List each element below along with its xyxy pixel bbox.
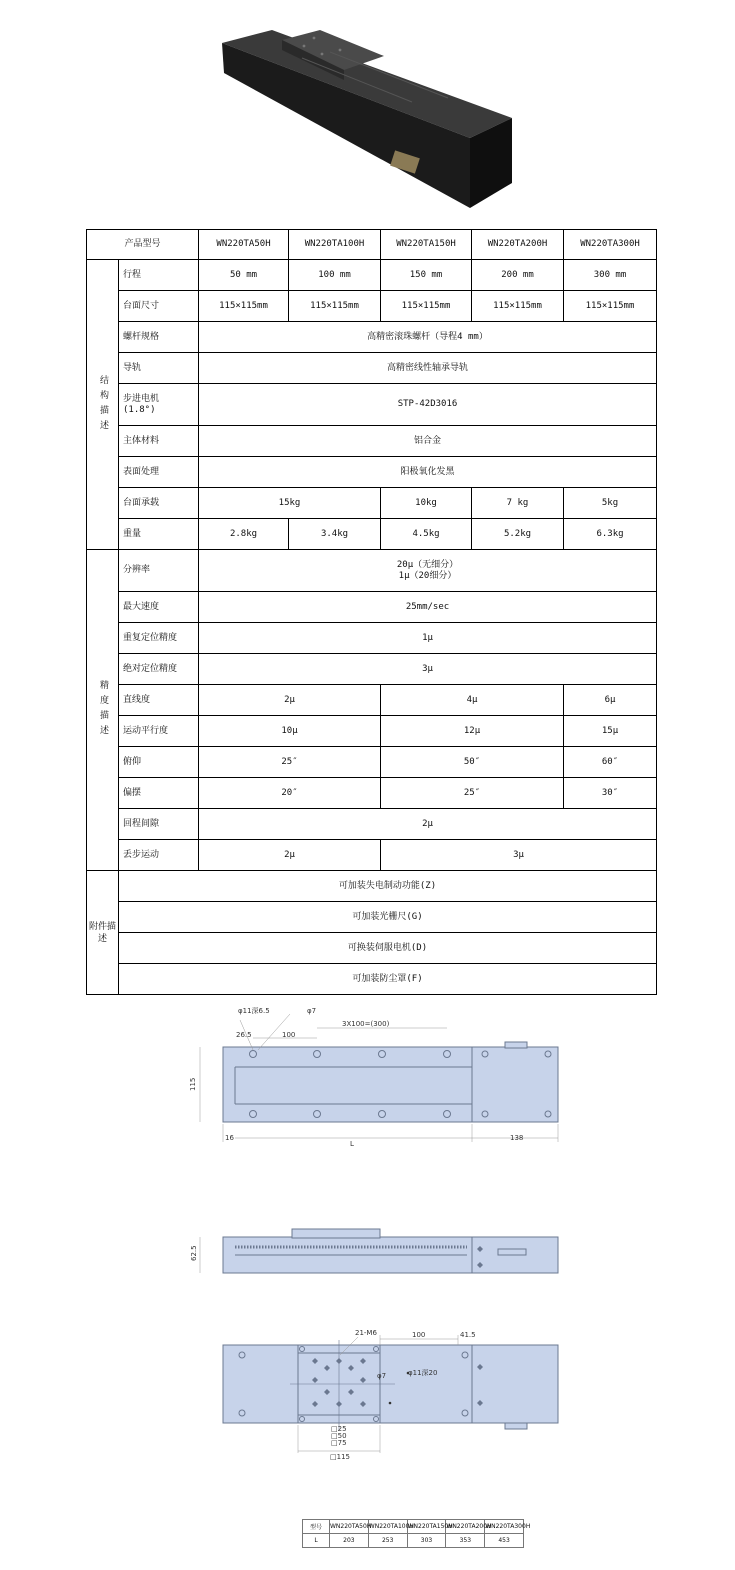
value-cell: 300 mm <box>564 260 657 291</box>
value-cell: 203 <box>330 1534 369 1548</box>
dim-label: 100 <box>282 1031 296 1039</box>
dim-label: 16 <box>225 1134 234 1142</box>
row-label: 表面处理 <box>119 457 199 488</box>
row-label: 重量 <box>119 519 199 550</box>
body-outline <box>223 1047 472 1122</box>
bottom-view-drawing <box>180 1325 580 1465</box>
row-label: 分辨率 <box>119 550 199 592</box>
value-cell: 25mm/sec <box>199 592 657 623</box>
table-row <box>87 291 657 322</box>
value-cell: 25″ <box>199 747 381 778</box>
table-row <box>87 840 657 871</box>
row-label: 台面承载 <box>119 488 199 519</box>
value-cell: STP-42D3016 <box>199 384 657 426</box>
dim-label: 21-M6 <box>355 1329 377 1337</box>
dim-label: □115 <box>330 1453 350 1461</box>
dim-label: 41.5 <box>460 1331 476 1339</box>
value-cell: 2μ <box>199 809 657 840</box>
table-row <box>87 353 657 384</box>
value-cell: 6.3kg <box>564 519 657 550</box>
accessory-cell: 可加装光栅尺(G) <box>119 902 657 933</box>
value-cell: 353 <box>446 1534 485 1548</box>
table-row <box>87 902 657 933</box>
value-cell: 253 <box>368 1534 407 1548</box>
model-cell: WN220TA300H <box>564 230 657 260</box>
value-cell: 150 mm <box>381 260 472 291</box>
motor-label: 步进电机 <box>123 393 160 404</box>
table-row <box>87 964 657 995</box>
accessory-cell: 可换装伺服电机(D) <box>119 933 657 964</box>
spec-table <box>86 229 657 995</box>
value-cell: 20″ <box>199 778 381 809</box>
value-cell: 303 <box>407 1534 446 1548</box>
row-label: 台面尺寸 <box>119 291 199 322</box>
row-label: 主体材料 <box>119 426 199 457</box>
accessory-cell: 可加装失电制动功能(Z) <box>119 871 657 902</box>
value-cell: 4.5kg <box>381 519 472 550</box>
value-cell: 1μ <box>199 623 657 654</box>
value-cell: 200 mm <box>472 260 564 291</box>
table-row <box>87 871 657 902</box>
model-cell: WN220TA200H <box>472 230 564 260</box>
connector-outline <box>505 1042 527 1048</box>
row-label: 偏摆 <box>119 778 199 809</box>
dim-label: □75 <box>331 1439 347 1447</box>
row-label: 回程间隙 <box>119 809 199 840</box>
model-cell: WN220TA150H <box>381 230 472 260</box>
value-cell: 30″ <box>564 778 657 809</box>
table-row <box>87 654 657 685</box>
row-label: 重复定位精度 <box>119 623 199 654</box>
row-label: 最大速度 <box>119 592 199 623</box>
value-cell: 25″ <box>381 778 564 809</box>
screw-hole-icon <box>303 45 306 48</box>
dim-label: φ11深20 <box>408 1369 438 1377</box>
value-cell <box>199 550 657 592</box>
row-label: 螺杆规格 <box>119 322 199 353</box>
table-row <box>87 933 657 964</box>
table-row <box>87 426 657 457</box>
value-cell: 3μ <box>381 840 657 871</box>
value-cell: 115×115mm <box>472 291 564 322</box>
model-cell: WN220TA50H <box>199 230 289 260</box>
screw-hole-icon <box>321 53 324 56</box>
value-cell: 3.4kg <box>289 519 381 550</box>
value-cell: 10μ <box>199 716 381 747</box>
table-row <box>87 384 657 426</box>
table-row <box>87 747 657 778</box>
top-view-drawing <box>180 1000 580 1150</box>
table-row <box>87 260 657 291</box>
header-label: 产品型号 <box>87 230 199 260</box>
row-label: 绝对定位精度 <box>119 654 199 685</box>
value-cell: 10kg <box>381 488 472 519</box>
row-label <box>119 384 199 426</box>
dim-label: 138 <box>510 1134 524 1142</box>
table-row <box>87 322 657 353</box>
value-cell: 115×115mm <box>564 291 657 322</box>
table-row <box>87 623 657 654</box>
value-cell: 阳极氧化发黑 <box>199 457 657 488</box>
table-row <box>87 685 657 716</box>
value-cell: 2.8kg <box>199 519 289 550</box>
value-cell: 115×115mm <box>381 291 472 322</box>
bottom-motor <box>472 1345 558 1423</box>
table-row <box>303 1534 524 1548</box>
screw-hole-icon <box>313 37 316 40</box>
l-dimension-table <box>302 1519 531 1548</box>
value-cell: 100 mm <box>289 260 381 291</box>
product-photo <box>212 18 517 218</box>
value-cell: 2μ <box>199 685 381 716</box>
dim-label: □25 <box>331 1425 347 1433</box>
row-label: 直线度 <box>119 685 199 716</box>
table-row <box>87 716 657 747</box>
table-row <box>87 488 657 519</box>
row-label: 行程 <box>119 260 199 291</box>
group-structure: 结构描述 <box>87 260 119 550</box>
value-cell: 4μ <box>381 685 564 716</box>
table-row <box>303 1520 524 1534</box>
value-cell: 5kg <box>564 488 657 519</box>
table-row <box>87 778 657 809</box>
header-cell: WN220TA100H <box>368 1520 407 1534</box>
value-cell: 50 mm <box>199 260 289 291</box>
header-cell: WN220TA200H <box>446 1520 485 1534</box>
value-cell: 高精密线性轴承导轨 <box>199 353 657 384</box>
table-row <box>87 550 657 592</box>
accessory-cell: 可加装防尘罩(F) <box>119 964 657 995</box>
table-row <box>87 809 657 840</box>
value-cell: 12μ <box>381 716 564 747</box>
resolution-line2: 1μ（20细分） <box>398 570 457 581</box>
value-cell: L <box>303 1534 330 1548</box>
value-cell: 5.2kg <box>472 519 564 550</box>
row-label: 导轨 <box>119 353 199 384</box>
value-cell: 115×115mm <box>199 291 289 322</box>
table-row <box>87 519 657 550</box>
row-label: 丢步运动 <box>119 840 199 871</box>
model-cell: WN220TA100H <box>289 230 381 260</box>
header-cell: WN220TA150H <box>407 1520 446 1534</box>
value-cell: 铝合金 <box>199 426 657 457</box>
value-cell: 15μ <box>564 716 657 747</box>
resolution-line1: 20μ（无细分） <box>396 559 459 570</box>
value-cell: 7 kg <box>472 488 564 519</box>
value-cell: 6μ <box>564 685 657 716</box>
value-cell: 60″ <box>564 747 657 778</box>
dim-label: φ7 <box>377 1372 387 1380</box>
value-cell: 高精密滚珠螺杆（导程4 mm） <box>199 322 657 353</box>
group-precision: 精度描述 <box>87 550 119 871</box>
group-accessories: 附件描述 <box>87 871 119 995</box>
side-view-drawing <box>180 1225 580 1280</box>
screw-hole-icon <box>339 49 342 52</box>
value-cell: 3μ <box>199 654 657 685</box>
dim-label: φ7 <box>307 1007 317 1015</box>
header-cell: 型号 <box>303 1520 330 1534</box>
dim-label: 115 <box>189 1077 197 1091</box>
header-cell: WN220TA50H <box>330 1520 369 1534</box>
dim-label: 3X100=(300) <box>342 1020 390 1028</box>
dim-label: 26.5 <box>236 1031 252 1039</box>
table-row <box>87 457 657 488</box>
motor-label-step: (1.8°) <box>123 404 156 415</box>
row-label: 运动平行度 <box>119 716 199 747</box>
dim-label: L <box>350 1140 354 1148</box>
value-cell: 453 <box>485 1534 524 1548</box>
value-cell: 50″ <box>381 747 564 778</box>
row-label: 俯仰 <box>119 747 199 778</box>
dim-label: 100 <box>412 1331 426 1339</box>
connector-outline <box>505 1423 527 1429</box>
value-cell: 2μ <box>199 840 381 871</box>
side-carriage <box>292 1229 380 1238</box>
value-cell: 15kg <box>199 488 381 519</box>
dim-label: □50 <box>331 1432 347 1440</box>
dim-label: φ11深6.5 <box>238 1007 270 1015</box>
dim-label: 62.5 <box>190 1245 198 1261</box>
header-cell: WN220TA300H <box>485 1520 524 1534</box>
table-row <box>87 230 657 260</box>
table-row <box>87 592 657 623</box>
value-cell: 115×115mm <box>289 291 381 322</box>
